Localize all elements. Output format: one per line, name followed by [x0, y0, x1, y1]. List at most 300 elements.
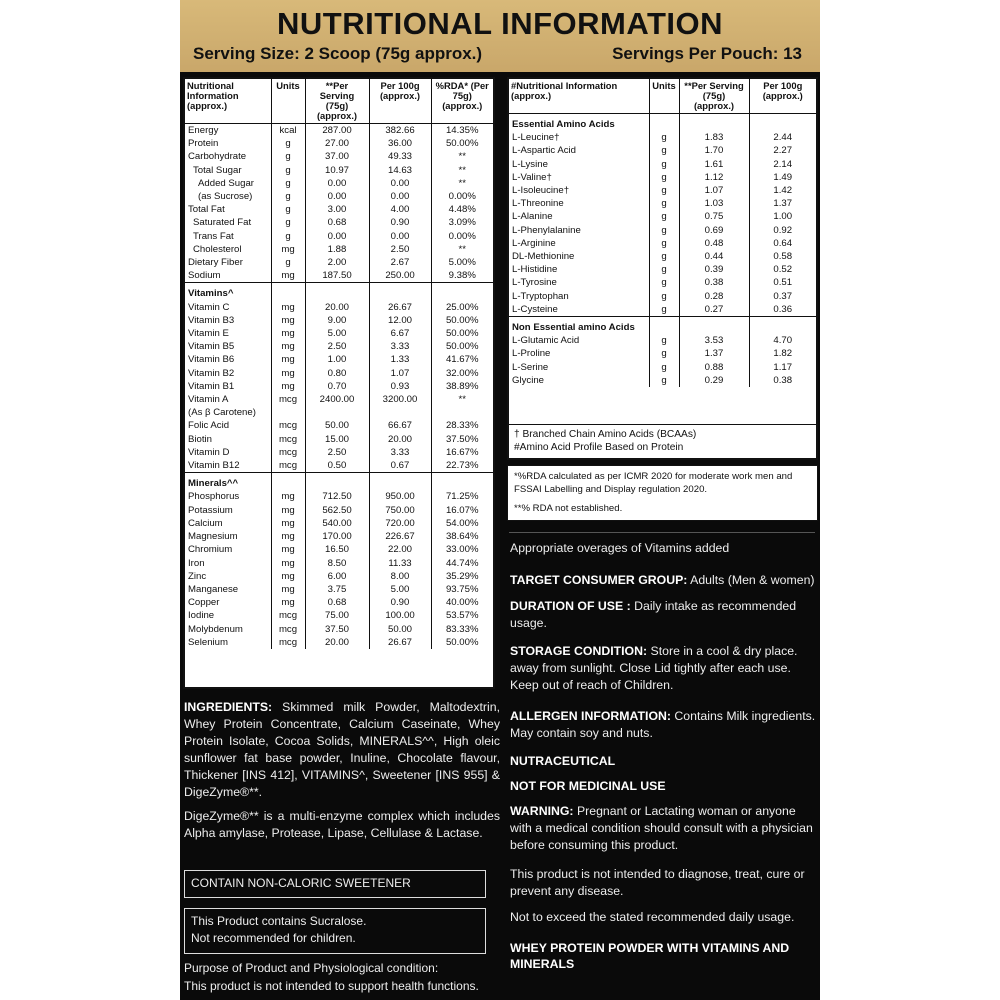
table-cell: 40.00%: [431, 596, 493, 609]
table-cell: mg: [271, 517, 305, 530]
table-cell: g: [649, 131, 679, 144]
table-cell: Cholesterol: [193, 243, 242, 255]
table-row: [185, 609, 493, 622]
table-cell: 3.33: [369, 340, 431, 353]
table-cell: 35.29%: [431, 570, 493, 583]
table-cell: 0.93: [369, 380, 431, 393]
table-row: [185, 530, 493, 543]
table-cell: 20.00: [305, 301, 369, 314]
sucralose-box: [184, 908, 486, 954]
table-cell: 16.50: [305, 543, 369, 556]
table-cell: [679, 114, 749, 132]
purpose-line-1: Purpose of Product and Physiological condition:: [184, 961, 439, 975]
table-cell: 22.73%: [431, 459, 493, 473]
table-row: [185, 124, 493, 138]
table-cell: mg: [271, 353, 305, 366]
table-cell: 50.00%: [431, 636, 493, 649]
col-header: **Per Serving (75g) (approx.): [679, 79, 749, 114]
amino-table: [509, 79, 816, 387]
table-cell: 0.00: [369, 230, 431, 243]
table-row: [509, 184, 816, 197]
table-cell: Energy: [188, 125, 219, 136]
section-heading: Vitamins^: [185, 283, 271, 301]
table-cell: 2.50: [369, 243, 431, 256]
table-cell: [369, 473, 431, 491]
table-cell: Magnesium: [188, 531, 238, 543]
table-cell: 0.75: [679, 210, 749, 223]
table-cell: g: [649, 374, 679, 387]
table-cell: L-Proline: [512, 348, 551, 360]
table-cell: 2.44: [749, 131, 816, 144]
table-cell: 27.00: [305, 137, 369, 150]
table-row: [509, 347, 816, 360]
table-cell: 3.75: [305, 583, 369, 596]
table-cell: 0.38: [679, 276, 749, 289]
table-cell: 720.00: [369, 517, 431, 530]
table-cell: Folic Acid: [188, 420, 230, 432]
table-row: [185, 459, 493, 473]
serving-size: Serving Size: 2 Scoop (75g approx.): [193, 44, 483, 63]
table-row: [185, 216, 493, 229]
table-cell: [431, 473, 493, 491]
amino-footnotes: [509, 424, 816, 458]
nutrition-table: [185, 79, 493, 649]
table-row: [185, 230, 493, 243]
table-cell: 562.50: [305, 504, 369, 517]
table-cell: 0.00%: [431, 230, 493, 243]
table-row: [509, 224, 816, 237]
table-cell: mg: [271, 380, 305, 393]
table-cell: 37.00: [305, 150, 369, 163]
table-cell: g: [271, 164, 305, 177]
table-cell: 0.52: [749, 263, 816, 276]
table-row: [185, 314, 493, 327]
table-cell: mg: [271, 243, 305, 256]
table-cell: **: [431, 243, 493, 256]
table-cell: 0.37: [749, 290, 816, 303]
table-cell: 44.74%: [431, 557, 493, 570]
table-cell: mg: [271, 530, 305, 543]
header-band: [180, 0, 820, 72]
table-row: [185, 190, 493, 203]
table-cell: 5.00: [305, 327, 369, 340]
table-row: [185, 353, 493, 366]
table-cell: 38.89%: [431, 380, 493, 393]
table-cell: 1.03: [679, 197, 749, 210]
table-cell: mcg: [271, 433, 305, 446]
table-cell: 4.70: [749, 334, 816, 347]
table-row: [185, 596, 493, 609]
target-group: [510, 572, 816, 589]
table-cell: L-Alanine: [512, 211, 553, 223]
table-cell: Trans Fat: [193, 230, 234, 242]
table-row: [185, 570, 493, 583]
storage-text: Store in a cool & dry place. away from sunlight. Close Lid tightly after each use. Keep out of reach of Children.: [510, 644, 798, 692]
table-cell: 5.00%: [431, 256, 493, 269]
table-cell: g: [271, 190, 305, 203]
purpose-line-2: This product is not intended to support health functions.: [184, 979, 479, 993]
table-row: [509, 197, 816, 210]
table-cell: 75.00: [305, 609, 369, 622]
table-cell: 41.67%: [431, 353, 493, 366]
col-header: Per 100g (approx.): [369, 79, 431, 124]
table-cell: mg: [271, 583, 305, 596]
table-cell: mg: [271, 570, 305, 583]
table-cell: 287.00: [305, 124, 369, 138]
table-cell: [431, 283, 493, 301]
nutraceutical-heading: NUTRACEUTICAL: [510, 754, 616, 768]
table-cell: 0.00%: [431, 190, 493, 203]
table-cell: 50.00%: [431, 327, 493, 340]
table-cell: 8.00: [369, 570, 431, 583]
table-cell: [305, 283, 369, 301]
table-cell: 1.83: [679, 131, 749, 144]
table-cell: L-Isoleucine†: [512, 185, 570, 197]
table-cell: 0.00: [369, 177, 431, 190]
table-row: [185, 543, 493, 556]
table-cell: L-Lysine: [512, 158, 548, 170]
allergen-label: ALLERGEN INFORMATION:: [510, 709, 671, 723]
table-cell: 1.42: [749, 184, 816, 197]
overages-text: Appropriate overages of Vitamins added: [510, 541, 730, 555]
table-cell: 2.50: [305, 340, 369, 353]
table-cell: 0.51: [749, 276, 816, 289]
table-cell: Added Sugar: [198, 177, 255, 189]
table-cell: 0.80: [305, 367, 369, 380]
table-row: [509, 334, 816, 347]
table-cell: 16.67%: [431, 446, 493, 459]
table-cell: 4.00: [369, 203, 431, 216]
table-cell: mg: [271, 504, 305, 517]
table-cell: [749, 114, 816, 132]
table-row: [185, 380, 493, 393]
table-cell: g: [649, 276, 679, 289]
table-cell: mg: [271, 301, 305, 314]
table-cell: mg: [271, 367, 305, 380]
table-cell: Vitamin C: [188, 301, 230, 313]
divider: [509, 532, 815, 533]
table-cell: 93.75%: [431, 583, 493, 596]
col-header: **Per Serving (75g) (approx.): [305, 79, 369, 124]
section-heading: Essential Amino Acids: [512, 119, 615, 130]
table-cell: Carbohydrate: [188, 151, 247, 163]
table-cell: mg: [271, 596, 305, 609]
table-row: [509, 361, 816, 374]
table-cell: 0.39: [679, 263, 749, 276]
table-row: [185, 583, 493, 596]
table-cell: mcg: [271, 393, 305, 406]
page-title: NUTRITIONAL INFORMATION: [276, 6, 724, 41]
table-cell: 49.33: [369, 150, 431, 163]
table-cell: 50.00%: [431, 137, 493, 150]
table-cell: 100.00: [369, 609, 431, 622]
table-row: [185, 327, 493, 340]
table-cell: 28.33%: [431, 419, 493, 432]
table-row: [509, 263, 816, 276]
table-cell: L-Serine: [512, 361, 549, 373]
table-cell: 53.57%: [431, 609, 493, 622]
target-text: Adults (Men & women): [687, 573, 815, 587]
table-cell: 14.63: [369, 164, 431, 177]
table-cell: 10.97: [305, 164, 369, 177]
table-cell: 0.88: [679, 361, 749, 374]
table-cell: 1.00: [305, 353, 369, 366]
not-exceed-text: Not to exceed the stated recommended daily usage.: [510, 910, 795, 924]
digezyme-text: DigeZyme®** is a multi-enzyme complex which includes Alpha amylase, Protease, Lipase, Cellulase & Lactase.: [184, 809, 500, 840]
table-cell: 37.50: [305, 623, 369, 636]
table-cell: Selenium: [188, 636, 228, 648]
table-cell: g: [649, 347, 679, 360]
table-cell: Molybdenum: [188, 623, 243, 635]
profile-footnote: #Amino Acid Profile Based on Protein: [514, 442, 684, 453]
table-cell: 1.12: [679, 171, 749, 184]
table-cell: 1.17: [749, 361, 816, 374]
table-row: [185, 243, 493, 256]
table-cell: 2400.00: [305, 393, 369, 406]
table-cell: 0.90: [369, 596, 431, 609]
table-cell: g: [271, 177, 305, 190]
table-cell: 26.67: [369, 636, 431, 649]
table-cell: g: [649, 334, 679, 347]
table-row: [185, 150, 493, 163]
product-name: WHEY PROTEIN POWDER WITH VITAMINS AND MINERALS: [510, 941, 790, 971]
table-row: [185, 490, 493, 503]
table-cell: g: [649, 250, 679, 263]
table-row: [185, 203, 493, 216]
table-cell: 38.64%: [431, 530, 493, 543]
table-cell: L-Leucine†: [512, 132, 560, 144]
col-header: Per 100g (approx.): [749, 79, 816, 114]
warning-text: Pregnant or Lactating woman or anyone with a medical condition should consult with a physician before consuming this product.: [510, 804, 813, 852]
table-cell: 1.70: [679, 144, 749, 157]
table-cell: 0.44: [679, 250, 749, 263]
table-cell: mg: [271, 327, 305, 340]
table-cell: **: [431, 164, 493, 177]
table-cell: L-Aspartic Acid: [512, 145, 576, 157]
servings-per-pouch: Servings Per Pouch: 13: [612, 44, 802, 63]
table-cell: 8.50: [305, 557, 369, 570]
table-cell: [271, 283, 305, 301]
table-cell: 540.00: [305, 517, 369, 530]
table-row: [185, 256, 493, 269]
table-cell: 20.00: [369, 433, 431, 446]
table-cell: 0.67: [369, 459, 431, 473]
table-cell: g: [271, 230, 305, 243]
bcaa-footnote: † Branched Chain Amino Acids (BCAAs): [514, 429, 697, 440]
table-cell: g: [649, 263, 679, 276]
table-cell: Vitamin D: [188, 446, 230, 458]
table-row: [509, 171, 816, 184]
warning-label: WARNING:: [510, 804, 574, 818]
table-cell: mg: [271, 314, 305, 327]
table-cell: [305, 406, 369, 419]
table-cell: Calcium: [188, 517, 223, 529]
table-cell: 1.88: [305, 243, 369, 256]
table-row: [509, 210, 816, 223]
table-cell: 5.00: [369, 583, 431, 596]
table-cell: [271, 473, 305, 491]
table-row: [509, 374, 816, 387]
table-cell: 1.82: [749, 347, 816, 360]
col-header: %RDA* (Per 75g) (approx.): [431, 79, 493, 124]
table-cell: 250.00: [369, 269, 431, 283]
table-cell: kcal: [271, 124, 305, 138]
table-cell: 32.00%: [431, 367, 493, 380]
table-cell: 0.70: [305, 380, 369, 393]
table-cell: 4.48%: [431, 203, 493, 216]
table-cell: g: [649, 158, 679, 171]
table-row: [185, 137, 493, 150]
table-cell: **: [431, 150, 493, 163]
table-cell: 50.00%: [431, 314, 493, 327]
table-cell: g: [649, 210, 679, 223]
table-cell: Glycine: [512, 374, 544, 386]
duration-label: DURATION OF USE :: [510, 599, 631, 613]
table-cell: 9.38%: [431, 269, 493, 283]
table-cell: g: [649, 184, 679, 197]
table-cell: Vitamin A: [188, 394, 229, 406]
table-cell: 170.00: [305, 530, 369, 543]
table-cell: g: [649, 224, 679, 237]
col-header: Units: [649, 79, 679, 114]
table-cell: Iron: [188, 557, 205, 569]
not-intended-text: This product is not intended to diagnose, treat, cure or prevent any disease.: [510, 867, 805, 898]
rda-note-box: [507, 465, 818, 521]
section-heading-row: [185, 473, 493, 491]
table-cell: 0.48: [679, 237, 749, 250]
table-cell: Total Fat: [188, 204, 225, 216]
table-cell: 2.27: [749, 144, 816, 157]
table-cell: 1.37: [749, 197, 816, 210]
table-cell: L-Threonine: [512, 198, 564, 210]
table-cell: 22.00: [369, 543, 431, 556]
duration-text: Daily intake as recommended usage.: [510, 599, 797, 630]
table-cell: 37.50%: [431, 433, 493, 446]
table-cell: 382.66: [369, 124, 431, 138]
table-cell: 0.58: [749, 250, 816, 263]
table-cell: mg: [271, 490, 305, 503]
table-cell: Vitamin E: [188, 328, 229, 340]
table-cell: 66.67: [369, 419, 431, 432]
storage: [510, 643, 816, 694]
table-cell: Manganese: [188, 583, 239, 595]
table-cell: [431, 406, 493, 419]
table-row: [185, 504, 493, 517]
rda-na-footnote: **% RDA not established.: [514, 503, 623, 514]
sucralose-line-1: This Product contains Sucralose.: [191, 914, 367, 928]
table-row: [185, 557, 493, 570]
table-row: [185, 419, 493, 432]
table-row: [185, 301, 493, 314]
table-cell: [369, 406, 431, 419]
table-cell: 0.28: [679, 290, 749, 303]
table-cell: 0.50: [305, 459, 369, 473]
table-cell: Sodium: [188, 270, 221, 282]
table-cell: Vitamin B3: [188, 314, 235, 326]
table-cell: 1.61: [679, 158, 749, 171]
table-cell: 33.00%: [431, 543, 493, 556]
table-row: [185, 446, 493, 459]
non-caloric-box: [184, 870, 486, 898]
table-cell: g: [649, 171, 679, 184]
table-cell: 9.00: [305, 314, 369, 327]
table-cell: Zinc: [188, 570, 207, 582]
table-cell: DL-Methionine: [512, 251, 575, 263]
table-cell: [679, 317, 749, 335]
table-cell: L-Cysteine: [512, 303, 558, 315]
table-cell: L-Tyrosine: [512, 277, 557, 289]
table-cell: 1.37: [679, 347, 749, 360]
amino-table-header: [509, 79, 816, 114]
col-header: Units: [271, 79, 305, 124]
table-cell: g: [271, 137, 305, 150]
rda-footnote: *%RDA calculated as per ICMR 2020 for moderate work men and FSSAI Labelling and Display regulation 2020.: [514, 471, 793, 495]
table-cell: 14.35%: [431, 124, 493, 138]
table-cell: g: [649, 361, 679, 374]
table-row: [185, 340, 493, 353]
section-heading-row: [509, 114, 816, 132]
nutrition-table-box: [183, 77, 495, 689]
nutrition-table-body: [185, 124, 493, 649]
table-cell: Vitamin B5: [188, 341, 235, 353]
non-caloric-text: CONTAIN NON-CALORIC SWEETENER: [191, 876, 411, 890]
table-cell: [649, 114, 679, 132]
table-row: [185, 433, 493, 446]
table-cell: 1.07: [369, 367, 431, 380]
section-heading: Minerals^^: [185, 473, 271, 491]
table-row: [185, 177, 493, 190]
table-cell: g: [649, 290, 679, 303]
sucralose-line-2: Not recommended for children.: [191, 931, 356, 945]
table-cell: L-Histidine: [512, 264, 558, 276]
amino-table-box: [507, 77, 818, 460]
table-row: [185, 164, 493, 177]
storage-label: STORAGE CONDITION:: [510, 644, 648, 658]
table-cell: **: [431, 177, 493, 190]
table-cell: Copper: [188, 597, 220, 609]
table-row: [185, 406, 493, 419]
nutrition-table-header: [185, 79, 493, 124]
table-row: [185, 269, 493, 283]
col-header: Nutritional Information (approx.): [185, 79, 271, 124]
table-cell: 11.33: [369, 557, 431, 570]
table-row: [509, 237, 816, 250]
table-cell: 0.92: [749, 224, 816, 237]
table-row: [509, 250, 816, 263]
table-cell: 3.33: [369, 446, 431, 459]
table-cell: g: [649, 303, 679, 317]
table-cell: 2.67: [369, 256, 431, 269]
table-cell: Dietary Fiber: [188, 257, 243, 269]
not-medicinal-heading: NOT FOR MEDICINAL USE: [510, 779, 666, 793]
table-cell: L-Tryptophan: [512, 290, 569, 302]
table-cell: 83.33%: [431, 623, 493, 636]
table-cell: Iodine: [188, 610, 215, 622]
table-cell: 0.68: [305, 596, 369, 609]
table-cell: g: [271, 203, 305, 216]
table-cell: 0.69: [679, 224, 749, 237]
table-cell: 3200.00: [369, 393, 431, 406]
table-cell: Total Sugar: [193, 164, 242, 176]
table-cell: mg: [271, 557, 305, 570]
table-cell: L-Arginine: [512, 237, 556, 249]
warning: [510, 803, 816, 854]
table-cell: mcg: [271, 419, 305, 432]
table-cell: [305, 473, 369, 491]
table-cell: 54.00%: [431, 517, 493, 530]
allergen: [510, 708, 820, 742]
table-row: [509, 303, 816, 317]
